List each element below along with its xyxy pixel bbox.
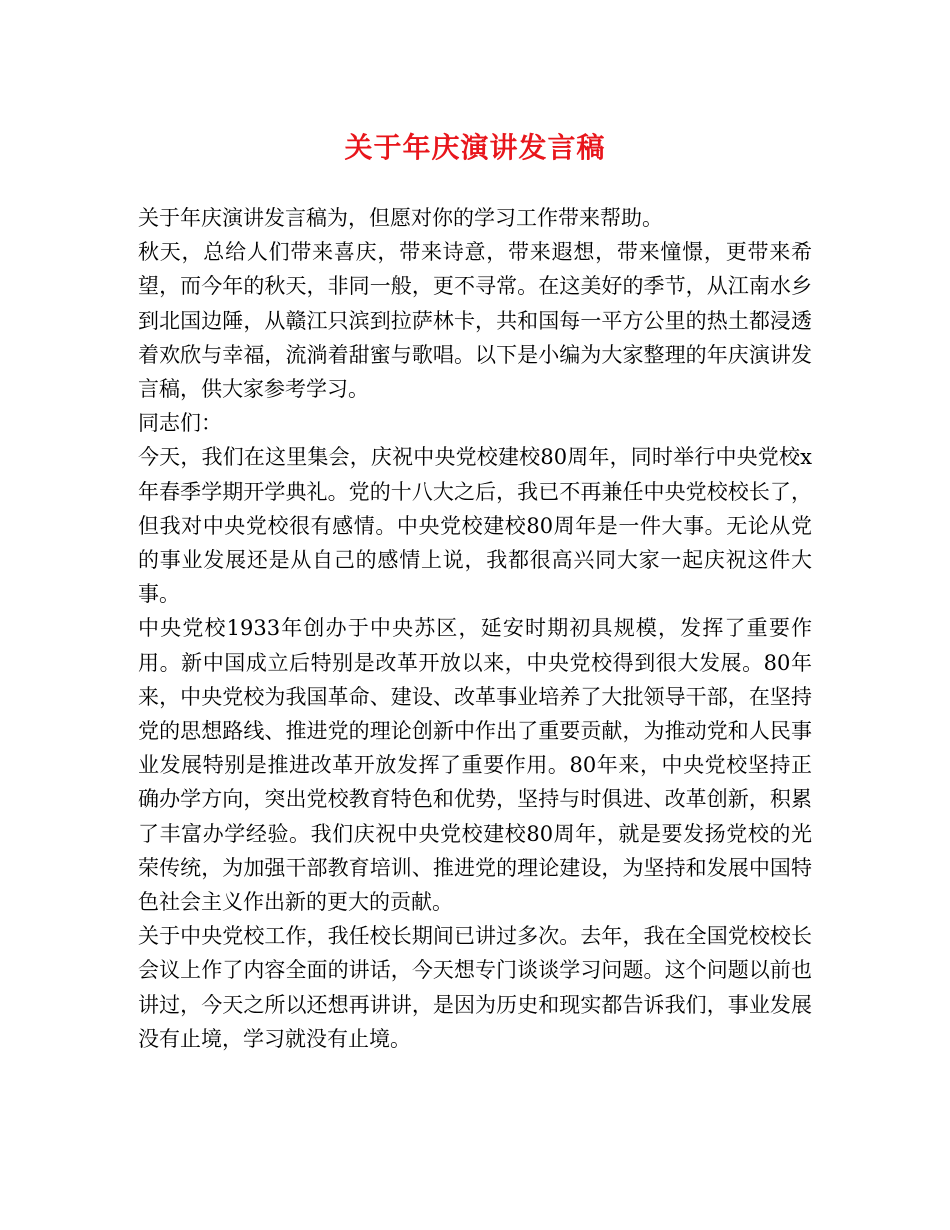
paragraph-autumn: 秋天，总给人们带来喜庆，带来诗意，带来遐想，带来憧憬，更带来希望，而今年的秋天，非同一般，更不寻常。在这美好的季节，从江南水乡到北国边陲，从赣江只滨到拉萨林卡，共和国每一平方公里的热土都浸透着欢欣与幸福，流淌着甜蜜与歌唱。以下是小编为大家整理的年庆演讲发言稿，供大家参考学习。 <box>138 240 812 402</box>
paragraph-history: 中央党校1933年创办于中央苏区，延安时期初具规模，发挥了重要作用。新中国成立后特别是改革开放以来，中央党校得到很大发展。80年来，中央党校为我国革命、建设、改革事业培养了大批领导干部，在坚持党的思想路线、推进党的理论创新中作出了重要贡献，为推动党和人民事业发展特别是推进改革开放发挥了重要作用。80年来，中央党校坚持正确办学方向，突出党校教育特色和优势，坚持与时俱进、改革创新，积累了丰富办学经验。我们庆祝中央党校建校80周年，就是要发扬党校的光荣传统，为加强干部教育培训、推进党的理论建设，为坚持和发展中国特色社会主义作出新的更大的贡献。 <box>138 616 812 915</box>
paragraph-salutation: 同志们： <box>138 411 222 436</box>
paragraph-today: 今天，我们在这里集会，庆祝中央党校建校80周年，同时举行中央党校x年春季学期开学典礼。党的十八大之后，我已不再兼任中央党校校长了，但我对中央党校很有感情。中央党校建校80周年是一件大事。无论从党的事业发展还是从自己的感情上说，我都很高兴同大家一起庆祝这件大事。 <box>138 445 812 607</box>
document-body <box>138 201 812 1056</box>
paragraph-study: 关于中央党校工作，我任校长期间已讲过多次。去年，我在全国党校校长会议上作了内容全面的讲话，今天想专门谈谈学习问题。这个问题以前也讲过，今天之所以还想再讲讲，是因为历史和现实都告诉我们，事业发展没有止境，学习就没有止境。 <box>138 924 812 1051</box>
paragraph-intro: 关于年庆演讲发言稿为，但愿对你的学习工作带来帮助。 <box>138 206 663 230</box>
document-title: 关于年庆演讲发言稿 <box>344 131 606 164</box>
